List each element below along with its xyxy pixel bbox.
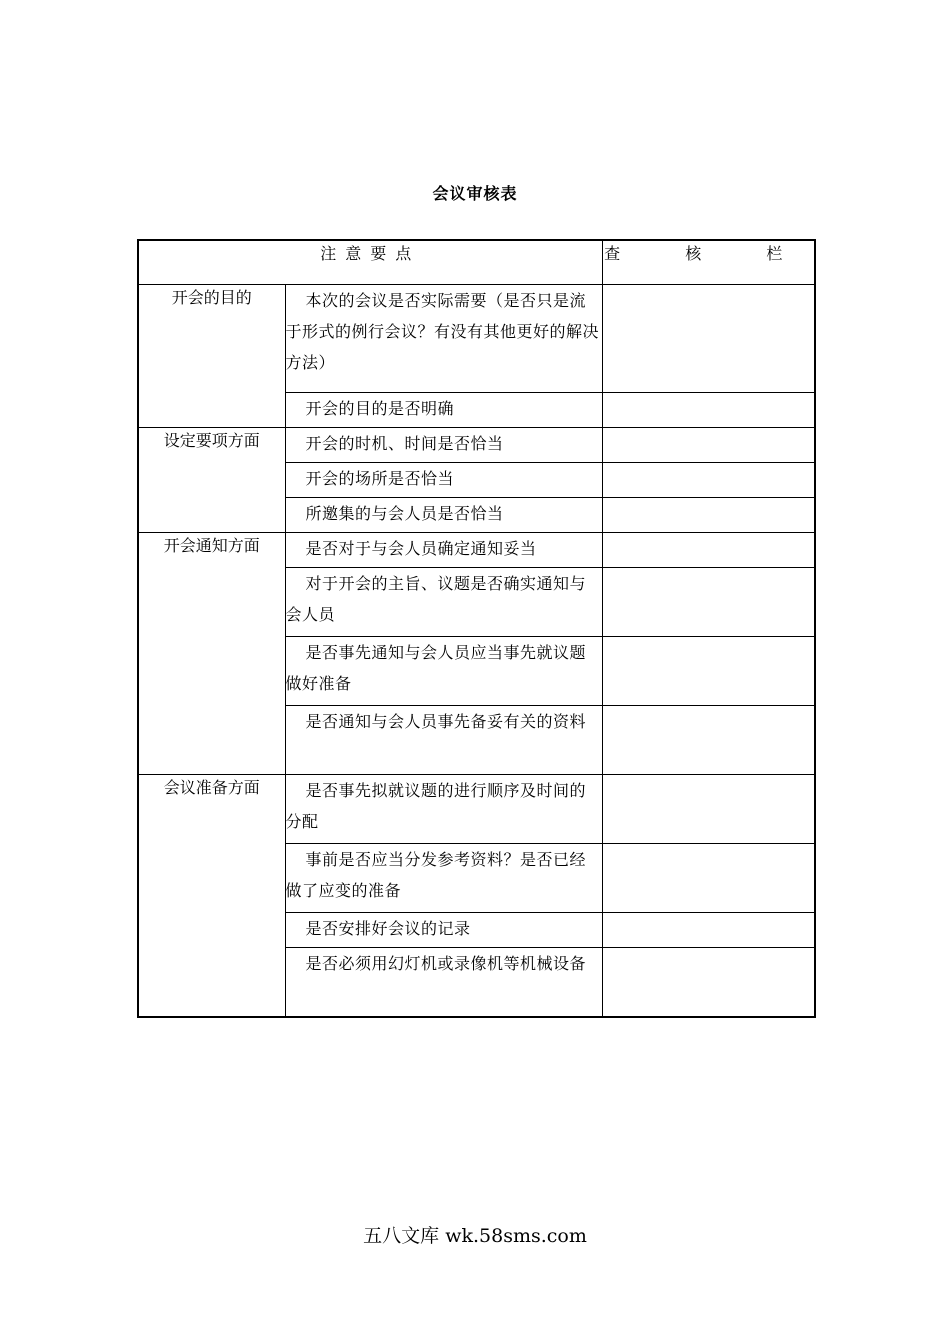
check-item: 对于开会的主旨、议题是否确实通知与会人员	[285, 568, 602, 637]
check-cell[interactable]	[602, 463, 815, 498]
table-row	[138, 428, 815, 463]
header-row	[138, 240, 815, 285]
document-title: 会议审核表	[432, 184, 518, 203]
check-cell[interactable]	[602, 428, 815, 463]
check-cell[interactable]	[602, 637, 815, 706]
check-cell[interactable]	[602, 706, 815, 775]
check-cell[interactable]	[602, 775, 815, 844]
table-row	[138, 533, 815, 568]
check-item: 是否对于与会人员确定通知妥当	[285, 533, 602, 568]
check-item: 是否通知与会人员事先备妥有关的资料	[285, 706, 602, 775]
header-check: 查 核 栏	[602, 240, 815, 285]
footer-watermark: 五八文库 wk.58sms.com	[363, 1225, 587, 1247]
check-item: 是否必须用幻灯机或录像机等机械设备	[285, 948, 602, 1018]
category-notice: 开会通知方面	[138, 533, 285, 775]
check-cell[interactable]	[602, 498, 815, 533]
check-item: 开会的场所是否恰当	[285, 463, 602, 498]
table-row	[138, 775, 815, 844]
check-item: 是否事先通知与会人员应当事先就议题做好准备	[285, 637, 602, 706]
check-cell[interactable]	[602, 913, 815, 948]
check-item: 所邀集的与会人员是否恰当	[285, 498, 602, 533]
check-cell[interactable]	[602, 568, 815, 637]
check-item: 开会的时机、时间是否恰当	[285, 428, 602, 463]
check-cell[interactable]	[602, 533, 815, 568]
check-cell[interactable]	[602, 844, 815, 913]
category-preparation: 会议准备方面	[138, 775, 285, 1018]
check-cell[interactable]	[602, 285, 815, 393]
header-points: 注意要点	[138, 240, 602, 285]
check-cell[interactable]	[602, 948, 815, 1018]
category-purpose: 开会的目的	[138, 285, 285, 428]
check-item: 开会的目的是否明确	[285, 393, 602, 428]
review-table	[137, 239, 816, 1018]
table-row	[138, 285, 815, 393]
check-item: 事前是否应当分发参考资料？是否已经做了应变的准备	[285, 844, 602, 913]
check-cell[interactable]	[602, 393, 815, 428]
category-settings: 设定要项方面	[138, 428, 285, 533]
check-item: 是否事先拟就议题的进行顺序及时间的分配	[285, 775, 602, 844]
check-item: 是否安排好会议的记录	[285, 913, 602, 948]
check-item: 本次的会议是否实际需要（是否只是流于形式的例行会议？有没有其他更好的解决方法）	[285, 285, 602, 393]
